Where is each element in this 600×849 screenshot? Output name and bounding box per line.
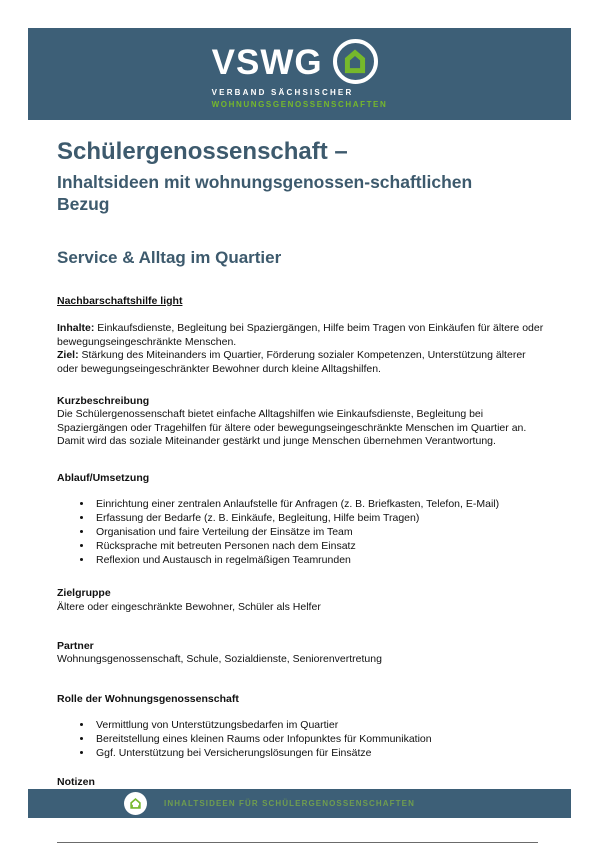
zielgruppe-text: Ältere oder eingeschränkte Bewohner, Schüler als Helfer [57,600,321,613]
ablauf-heading: Ablauf/Umsetzung [57,471,150,484]
kurzbeschreibung-text: Die Schülergenossenschaft bietet einfache Alltagshilfen wie Einkaufsdienste, Begleitung bei Spaziergängen oder Tragehilfen für ältere oder bewegungseingeschränkte Menschen im Quartier an. Damit wird das soziale Miteinander gestärkt und junge Menschen übernehmen Verantwortung. [57,408,527,448]
footer-caption: INHALTSIDEEN FÜR SCHÜLERGENOSSENSCHAFTEN [164,799,415,808]
logo-acronym: VSWG [211,43,323,82]
notizen-heading: Notizen [57,776,95,789]
notes-writing-line [57,815,538,843]
vswg-logo [212,39,388,109]
notes-writing-line [57,843,538,849]
kurzbeschreibung-heading: Kurzbeschreibung [57,395,150,408]
logo-subline-1: VERBAND SÄCHSISCHER [211,88,354,97]
list-item: • Organisation und faire Verteilung der Einsätze im Team [93,526,545,539]
section-heading: Service & Alltag im Quartier [57,248,282,267]
list-item: • Erfassung der Bedarfe (z. B. Einkäufe, Begleitung, Hilfe beim Tragen) [93,512,545,525]
list-item: • Vermittlung von Unterstützungsbedarfen im Quartier [93,719,545,732]
header-banner [28,28,571,120]
document-content [57,140,545,849]
logo-subline-2: WOHNUNGSGENOSSENSCHAFTEN [211,100,388,109]
list-item: • Rücksprache mit betreuten Personen nach dem Einsatz [93,540,545,553]
inhalte-label: Inhalte: [57,322,95,335]
house-icon [333,39,378,84]
footer-badge-icon [124,792,147,815]
partner-text: Wohnungsgenossenschaft, Schule, Sozialdienste, Seniorenvertretung [57,653,382,666]
ziel-text: Stärkung des Miteinanders im Quartier, Förderung sozialer Kompetenzen, Unterstützung älterer oder bewegungseingeschränkter Bewohner durch kleine Alltagshilfen. [57,349,526,375]
partner-heading: Partner [57,639,94,652]
rolle-heading: Rolle der Wohnungsgenossenschaft [57,692,239,705]
list-item: • Bereitstellung eines kleinen Raums oder Infopunktes für Kommunikation [93,733,545,746]
ablauf-list [57,498,545,567]
list-item: • Einrichtung einer zentralen Anlaufstelle für Anfragen (z. B. Briefkasten, Telefon, E-Mail) [93,498,545,511]
footer-bar [28,789,571,818]
page-title: Schülergenossenschaft – [57,138,348,165]
inhalte-text: Einkaufsdienste, Begleitung bei Spaziergängen, Hilfe beim Tragen von Einkäufen für ältere oder bewegungseingeschränkte Menschen. [57,322,544,348]
ziel-label: Ziel: [57,349,79,362]
inhalte-ziel-paragraph [57,322,545,376]
page-subtitle-line1: Inhaltsideen mit wohnungsgenossen-schaftlichen [57,172,473,192]
rolle-list [57,719,545,760]
list-item: • Ggf. Unterstützung bei Versicherungslösungen für Einsätze [93,747,545,760]
idea-title: Nachbarschaftshilfe light [57,295,183,307]
list-item: • Reflexion und Austausch in regelmäßigen Teamrunden [93,554,545,567]
zielgruppe-heading: Zielgruppe [57,587,111,600]
page-subtitle-line2: Bezug [57,194,110,214]
